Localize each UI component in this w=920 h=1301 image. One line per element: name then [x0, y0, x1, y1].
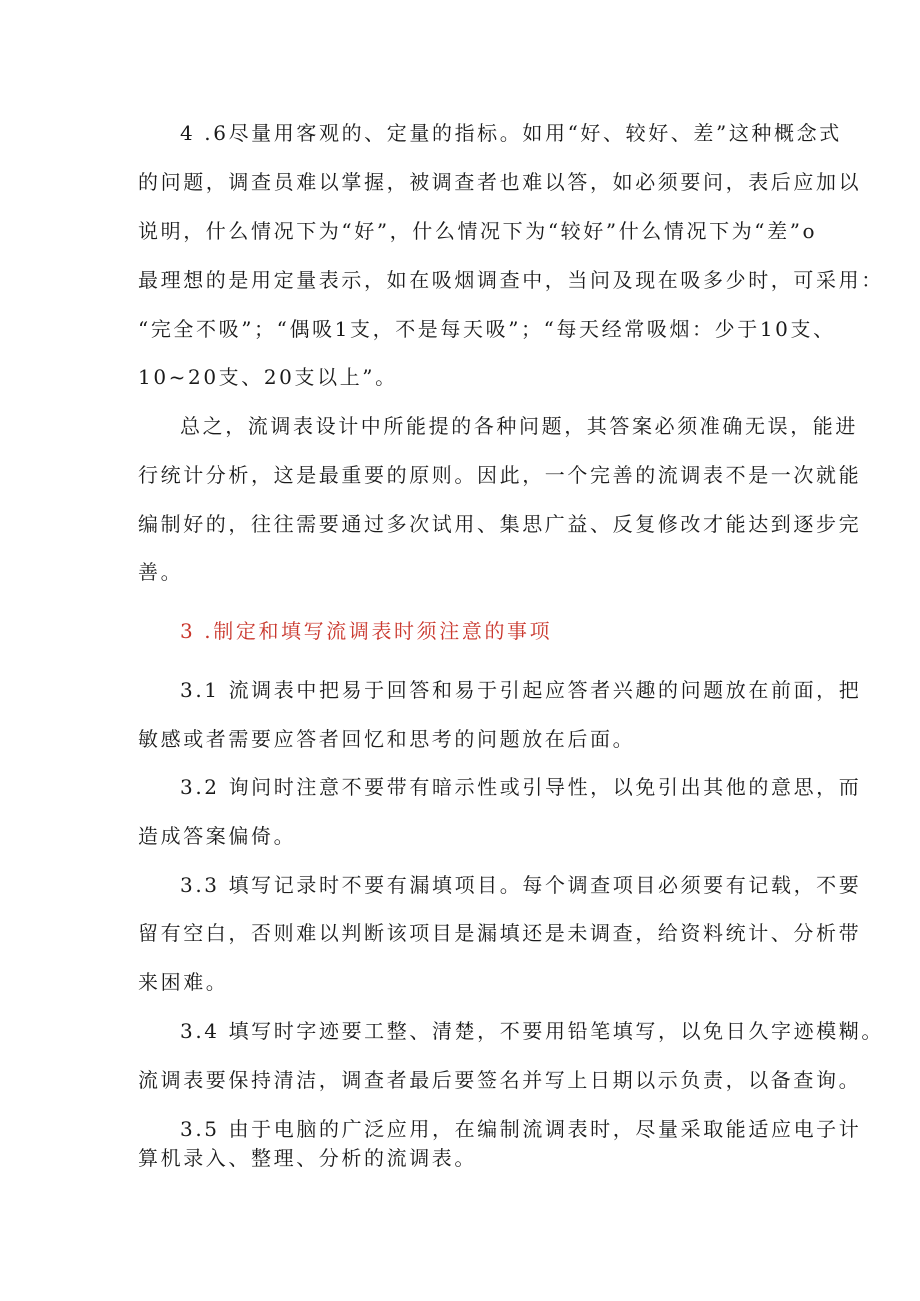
- paragraph-4-6-line-3: 说明，什么情况下为“好”，什么情况下为“较好”什么情况下为“差”o: [138, 219, 818, 243]
- summary-paragraph-line-3: 编制好的，往往需要通过多次试用、集思广益、反复修改才能达到逐步完: [138, 512, 862, 536]
- item-3-3-line-3: 来困难。: [138, 970, 229, 994]
- item-3-3-line-1: 3.3 填写记录时不要有漏填项目。每个调查项目必须要有记载，不要: [180, 873, 862, 897]
- paragraph-4-6-line-6: 10~20支、20支以上”。: [138, 365, 398, 389]
- item-3-5-line-1: 3.5 由于电脑的广泛应用，在编制流调表时，尽量采取能适应电子计: [180, 1117, 862, 1141]
- summary-paragraph-line-1: 总之，流调表设计中所能提的各种问题，其答案必须准确无误，能进: [180, 414, 858, 438]
- item-3-5-line-2: 算机录入、整理、分析的流调表。: [138, 1146, 477, 1170]
- section-heading: 3 .制定和填写流调表时须注意的事项: [180, 619, 553, 643]
- item-3-2-line-1: 3.2 询问时注意不要带有暗示性或引导性，以免引出其他的意思，而: [180, 775, 862, 799]
- item-3-1-line-2: 敏感或者需要应答者回忆和思考的问题放在后面。: [138, 727, 636, 751]
- paragraph-4-6-line-1: 4 .6尽量用客观的、定量的指标。如用“好、较好、差”这种概念式: [180, 121, 842, 145]
- item-3-4-line-2: 流调表要保持清洁，调查者最后要签名并写上日期以示负责，以备查询。: [138, 1068, 862, 1092]
- item-3-4-line-1: 3.4 填写时字迹要工整、清楚，不要用铅笔填写，以免日久字迹模糊。: [180, 1019, 884, 1043]
- item-3-3-line-2: 留有空白，否则难以判断该项目是漏填还是未调查，给资料统计、分析带: [138, 921, 862, 945]
- paragraph-4-6-line-2: 的问题，调查员难以掌握，被调查者也难以答，如必须要问，表后应加以: [138, 170, 862, 194]
- paragraph-4-6-line-4: 最理想的是用定量表示，如在吸烟调查中，当问及现在吸多少时，可采用：: [138, 268, 884, 292]
- item-3-2-line-2: 造成答案偏倚。: [138, 824, 297, 848]
- summary-paragraph-line-4: 善。: [138, 560, 184, 584]
- item-3-1-line-1: 3.1 流调表中把易于回答和易于引起应答者兴趣的问题放在前面，把: [180, 678, 862, 702]
- summary-paragraph-line-2: 行统计分析，这是最重要的原则。因此，一个完善的流调表不是一次就能: [138, 463, 862, 487]
- paragraph-4-6-line-5: “完全不吸”；“偶吸1支，不是每天吸”；“每天经常吸烟：少于10支、: [138, 317, 836, 341]
